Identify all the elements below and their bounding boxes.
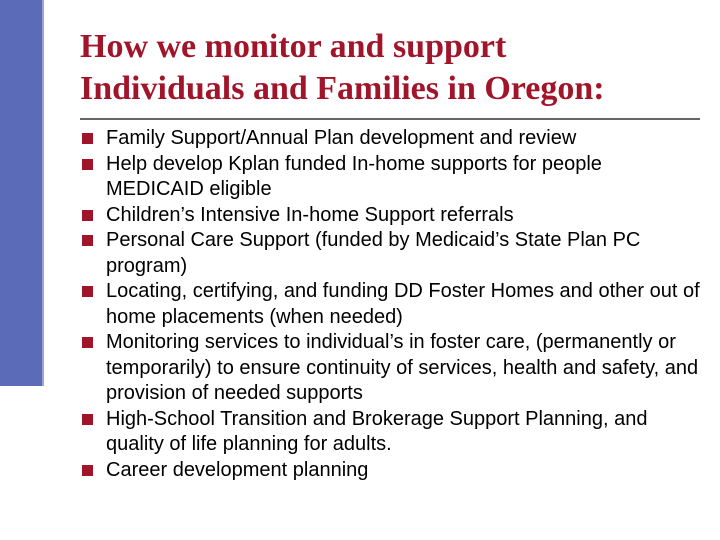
bullet-item [82, 279, 702, 330]
bullet-text: Family Support/Annual Plan development and review [106, 127, 577, 149]
title-line-1: How we monitor and support [80, 28, 507, 65]
bullet-item [82, 407, 702, 458]
bullet-text: Personal Care Support (funded by Medicaid’s State Plan PC program) [106, 229, 641, 277]
title-underline [80, 118, 700, 120]
square-bullet-icon [82, 210, 93, 221]
title-line-2: Individuals and Families in Oregon: [80, 70, 605, 107]
bullet-item [82, 458, 702, 484]
square-bullet-icon [82, 286, 93, 297]
square-bullet-icon [82, 235, 93, 246]
bullet-text: Career development planning [106, 458, 369, 481]
bullet-item [82, 228, 702, 279]
bullet-text: Locating, certifying, and funding DD Foster Homes and other out of home placements (when needed) [106, 280, 700, 328]
square-bullet-icon [82, 159, 93, 170]
decorative-side-bar [0, 0, 44, 386]
slide-title [80, 26, 700, 110]
square-bullet-icon [82, 414, 93, 425]
bullet-list [82, 126, 702, 483]
square-bullet-icon [82, 465, 93, 476]
bullet-text: Monitoring services to individual’s in foster care, (permanently or temporarily) to ensure continuity of services, health and safety, and provision of needed supports [106, 331, 699, 404]
bullet-text: Help develop Kplan funded In-home supports for people MEDICAID eligible [106, 152, 602, 200]
square-bullet-icon [82, 337, 93, 348]
bullet-text: Children’s Intensive In-home Support referrals [106, 203, 514, 226]
bullet-item [82, 330, 702, 407]
bullet-item [82, 126, 702, 152]
bullet-item [82, 152, 702, 203]
bullet-text: High-School Transition and Brokerage Support Planning, and quality of life planning for adults. [106, 407, 648, 455]
bullet-item [82, 203, 702, 229]
square-bullet-icon [82, 133, 93, 144]
